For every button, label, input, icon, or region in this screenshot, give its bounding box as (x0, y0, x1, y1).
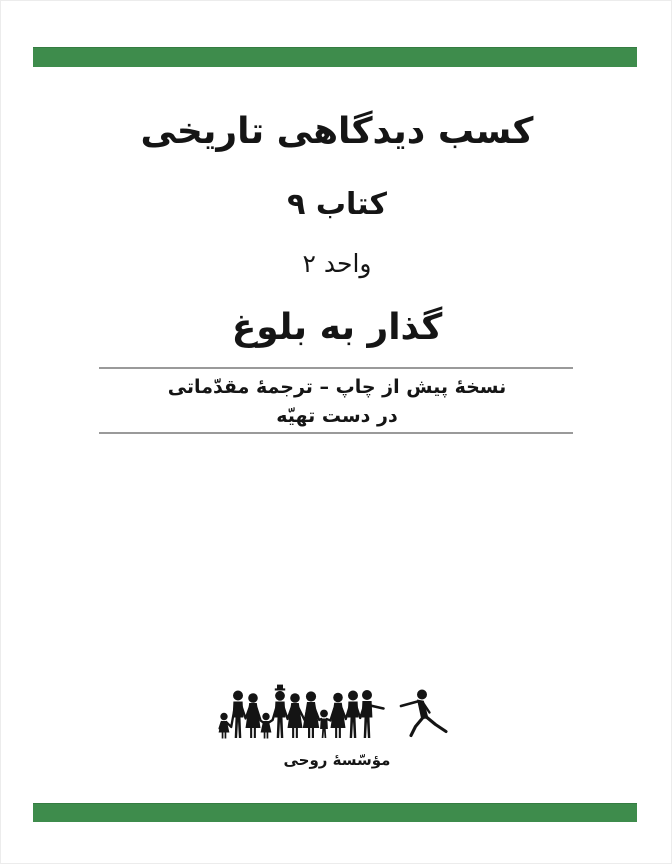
divider-bottom (99, 432, 573, 434)
book-number-line: کتاب ۹ (287, 187, 387, 222)
prepublication-note-line2: در دست تهیّه (276, 405, 398, 427)
unit-subtitle: گذار به بلوغ (231, 307, 443, 348)
publisher-name: مؤسّسهٔ روحی (283, 751, 391, 769)
unit-number-line: واحد ۲ (302, 249, 372, 278)
page-title: کسب دیدگاهی تاریخی (140, 111, 534, 152)
divider-top (99, 367, 573, 369)
people-silhouettes-icon (215, 682, 455, 746)
bottom-green-bar (33, 803, 637, 822)
top-green-bar (33, 47, 637, 67)
ruhi-institute-logo (215, 682, 455, 746)
prepublication-note-line1: نسخهٔ پیش از چاپ – ترجمهٔ مقدّماتی (167, 376, 507, 398)
